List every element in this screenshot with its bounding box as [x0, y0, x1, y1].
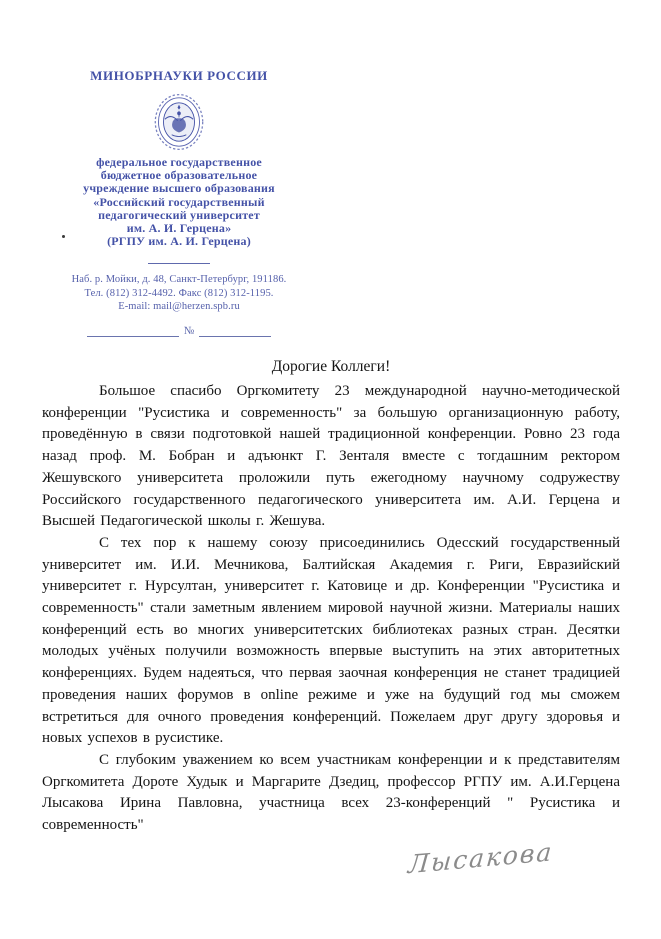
institution-line: педагогический университет	[98, 207, 260, 222]
address-line: Наб. р. Мойки, д. 48, Санкт-Петербург, 191186.	[71, 274, 287, 286]
number-blank-line	[199, 326, 271, 337]
institution-line: учреждение высшего образования	[83, 181, 275, 196]
institution-line: «Российский государственный	[93, 194, 265, 209]
stray-ink-dot	[62, 235, 65, 238]
ministry-title: МИНОБРНАУКИ РОССИИ	[90, 68, 268, 83]
salutation: Дорогие Коллеги!	[271, 358, 391, 375]
date-blank-line	[87, 326, 179, 337]
letterhead-divider	[148, 263, 210, 264]
reference-number-line	[50, 325, 308, 337]
letter-body	[42, 356, 620, 837]
letterhead	[50, 68, 308, 337]
number-sign: №	[183, 325, 195, 338]
address-line: Тел. (812) 312-4492. Факс (812) 312-1195.	[84, 287, 274, 299]
institution-line: (РГПУ им. А. И. Герцена)	[107, 234, 251, 249]
institution-line: федеральное государственное	[96, 155, 262, 169]
pelican-emblem-icon	[151, 91, 207, 153]
paragraph-thanks: Большое спасибо Оргкомитету 23 международной научно-методической конференции "Русистика и современность" за большую организационную работу, проведённую в связи подготовкой нашей традиционной конференции. Ровно 23 года назад проф. М. Бобран и адъюнкт Г. Зенталя вместе с тогдашним ректором Жешувского университета проложили путь ежегодному научному содружеству Российского государственного педагогического университета им. А.И. Герцена и Высшей Педагогической школы г. Жешува.	[42, 383, 620, 530]
paragraph-regards: С глубоким уважением ко всем участникам конференции и к представителям Оргкомитета Дороте Худык и Маргарите Дзедиц, профессор РГПУ им. А.И.Герцена Лысакова Ирина Павловна, участница всех 23-конференций " Русистика и современность"	[42, 751, 620, 834]
institution-line: бюджетное образовательное	[100, 168, 258, 183]
institution-line: им. А. И. Герцена»	[126, 221, 232, 236]
handwritten-signature: Лысакова	[407, 837, 555, 880]
paragraph-history: С тех пор к нашему союзу присоединились Одесский государственный университет им. И.И. Мечникова, Балтийская Академия г. Риги, Евразийский университет г. Нурсултан, университет г. Катовице и др. Конференции "Русистика и современность" стали заметным явлением мировой научной жизни. Материалы наших конференций есть во многих университетских библиотеках разных стран. Десятки молодых учёных получили возможность впервые выступить на этих авторитетных конференциях. Будем надеяться, что первая заочная конференция не станет традицией проведения наших форумов в online режиме и уже на будущий год мы сможем встретиться для очного проведения конференций. Пожелаем друг другу здоровья и новых успехов в русистике.	[42, 534, 620, 747]
email-line: E-mail: mail@herzen.spb.ru	[118, 301, 240, 313]
